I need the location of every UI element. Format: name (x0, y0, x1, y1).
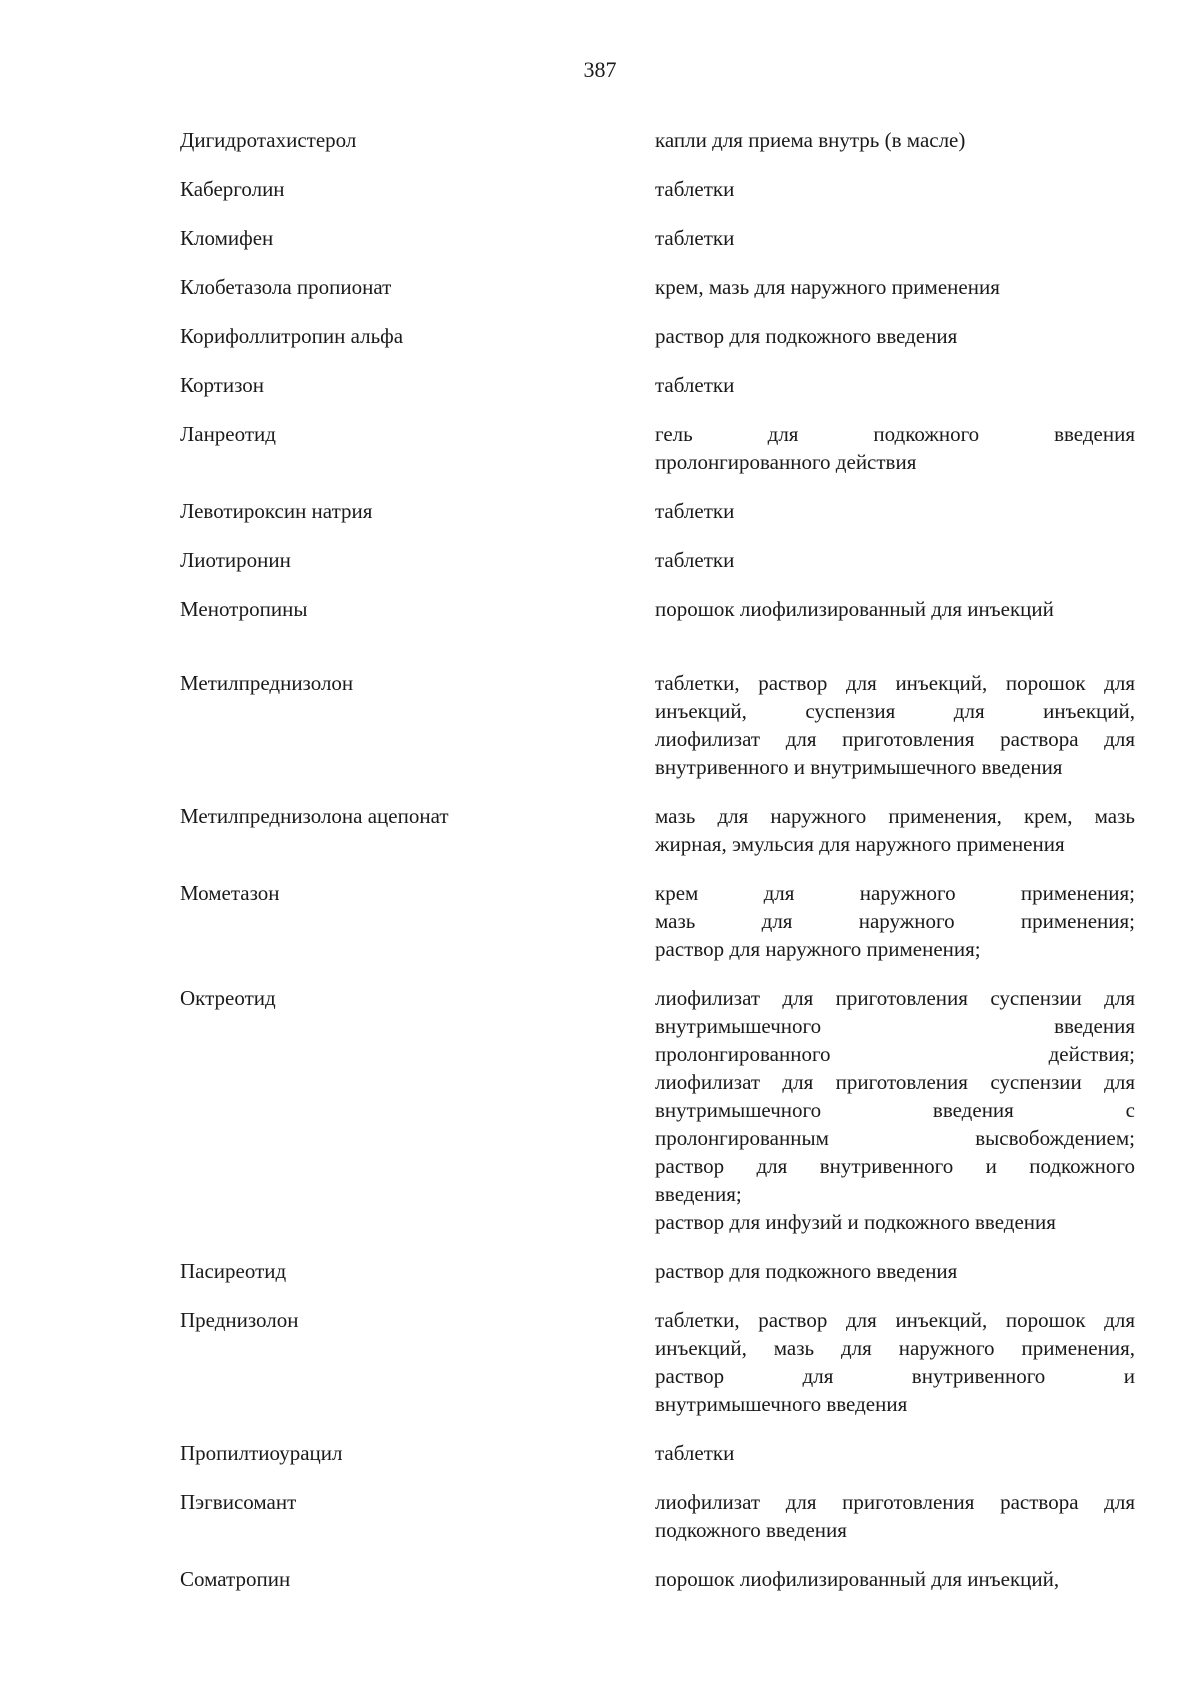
dosage-form (655, 802, 1135, 858)
drug-name: Левотироксин натрия (180, 499, 373, 523)
page-number: 387 (583, 57, 617, 82)
table-row (180, 1257, 1135, 1285)
drug-name: Кломифен (180, 226, 274, 250)
dosage-form (655, 984, 1135, 1236)
table-row (180, 1439, 1135, 1467)
drug-name: Метилпреднизолон (180, 671, 354, 695)
dosage-form-line: внутримышечного введения с (655, 1098, 1135, 1122)
dosage-form-line: таблетки (655, 1441, 735, 1465)
dosage-form-line: мазь для наружного применения, крем, мазь (655, 804, 1135, 828)
dosage-form-line: капли для приема внутрь (в масле) (655, 128, 966, 152)
drug-name: Метилпреднизолона ацепонат (180, 804, 449, 828)
dosage-form (655, 126, 1135, 154)
drug-name: Лиотиронин (180, 548, 291, 572)
dosage-form-line: мазь для наружного применения; (655, 909, 1135, 933)
dosage-form-line: лиофилизат для приготовления раствора для (655, 1490, 1135, 1514)
dosage-form-line: порошок лиофилизированный для инъекций (655, 597, 1054, 621)
dosage-form-line: раствор для внутривенного и (655, 1364, 1135, 1388)
dosage-form-line: раствор для внутривенного и подкожного (655, 1154, 1135, 1178)
table-row (180, 1565, 1135, 1593)
dosage-form (655, 1488, 1135, 1544)
dosage-form-line: таблетки (655, 177, 735, 201)
dosage-form-line: раствор для инфузий и подкожного введения (655, 1210, 1056, 1234)
dosage-form (655, 273, 1135, 301)
table-row (180, 984, 1135, 1236)
table-row (180, 1488, 1135, 1544)
dosage-form-line: инъекций, суспензия для инъекций, (655, 699, 1135, 723)
dosage-form (655, 879, 1135, 963)
dosage-form-line: внутримышечного введения (655, 1014, 1135, 1038)
dosage-form-line: внутривенного и внутримышечного введения (655, 755, 1063, 779)
dosage-form (655, 1306, 1135, 1418)
table-row (180, 224, 1135, 252)
drug-name: Менотропины (180, 597, 308, 621)
drug-name: Дигидротахистерол (180, 128, 357, 152)
drug-name: Клобетазола пропионат (180, 275, 392, 299)
dosage-form (655, 322, 1135, 350)
dosage-form-line: таблетки, раствор для инъекций, порошок для (655, 1308, 1135, 1332)
drug-name: Корифоллитропин альфа (180, 324, 404, 348)
dosage-form-line: крем для наружного применения; (655, 881, 1135, 905)
dosage-form-line: гель для подкожного введения (655, 422, 1135, 446)
table-row (180, 273, 1135, 301)
table-row (180, 879, 1135, 963)
dosage-form-line: пролонгированным высвобождением; (655, 1126, 1135, 1150)
dosage-form (655, 224, 1135, 252)
dosage-form-line: жирная, эмульсия для наружного применения (655, 832, 1065, 856)
drug-name: Преднизолон (180, 1308, 299, 1332)
dosage-form (655, 175, 1135, 203)
dosage-form-line: пролонгированного действия (655, 450, 917, 474)
dosage-form-line: пролонгированного действия; (655, 1042, 1135, 1066)
dosage-form-line: порошок лиофилизированный для инъекций, (655, 1567, 1060, 1591)
dosage-form-line: таблетки (655, 499, 735, 523)
dosage-form-line: инъекций, мазь для наружного применения, (655, 1336, 1135, 1360)
drug-name: Мометазон (180, 881, 280, 905)
table-row (180, 595, 1135, 623)
table-row (180, 175, 1135, 203)
drug-name: Ланреотид (180, 422, 276, 446)
dosage-form-line: раствор для подкожного введения (655, 1259, 958, 1283)
drug-name: Пэгвисомант (180, 1490, 297, 1514)
drug-table (180, 126, 1135, 1593)
dosage-form-line: внутримышечного введения (655, 1392, 908, 1416)
dosage-form-line: лиофилизат для приготовления раствора для (655, 727, 1135, 751)
dosage-form (655, 1565, 1135, 1593)
drug-name: Октреотид (180, 986, 276, 1010)
dosage-form-line: лиофилизат для приготовления суспензии для (655, 1070, 1135, 1094)
table-row (180, 497, 1135, 525)
dosage-form-line: таблетки (655, 226, 735, 250)
dosage-form-line: крем, мазь для наружного применения (655, 275, 1000, 299)
dosage-form (655, 497, 1135, 525)
drug-name: Кортизон (180, 373, 265, 397)
dosage-form-line: подкожного введения (655, 1518, 847, 1542)
dosage-form (655, 1439, 1135, 1467)
drug-name: Пасиреотид (180, 1259, 287, 1283)
dosage-form (655, 420, 1135, 476)
dosage-form (655, 595, 1135, 623)
dosage-form-line: раствор для подкожного введения (655, 324, 958, 348)
drug-name: Пропилтиоурацил (180, 1441, 343, 1465)
table-row (180, 322, 1135, 350)
table-row (180, 420, 1135, 476)
drug-name: Каберголин (180, 177, 285, 201)
table-row (180, 126, 1135, 154)
dosage-form-line: раствор для наружного применения; (655, 937, 981, 961)
dosage-form (655, 1257, 1135, 1285)
dosage-form-line: таблетки, раствор для инъекций, порошок для (655, 671, 1135, 695)
dosage-form (655, 371, 1135, 399)
table-row (180, 802, 1135, 858)
dosage-form (655, 546, 1135, 574)
dosage-form-line: таблетки (655, 373, 735, 397)
dosage-form (655, 669, 1135, 781)
table-row (180, 1306, 1135, 1418)
drug-name: Соматропин (180, 1567, 291, 1591)
dosage-form-line: лиофилизат для приготовления суспензии для (655, 986, 1135, 1010)
dosage-form-line: введения; (655, 1182, 742, 1206)
dosage-form-line: таблетки (655, 548, 735, 572)
table-row (180, 371, 1135, 399)
table-row (180, 546, 1135, 574)
table-row (180, 669, 1135, 781)
